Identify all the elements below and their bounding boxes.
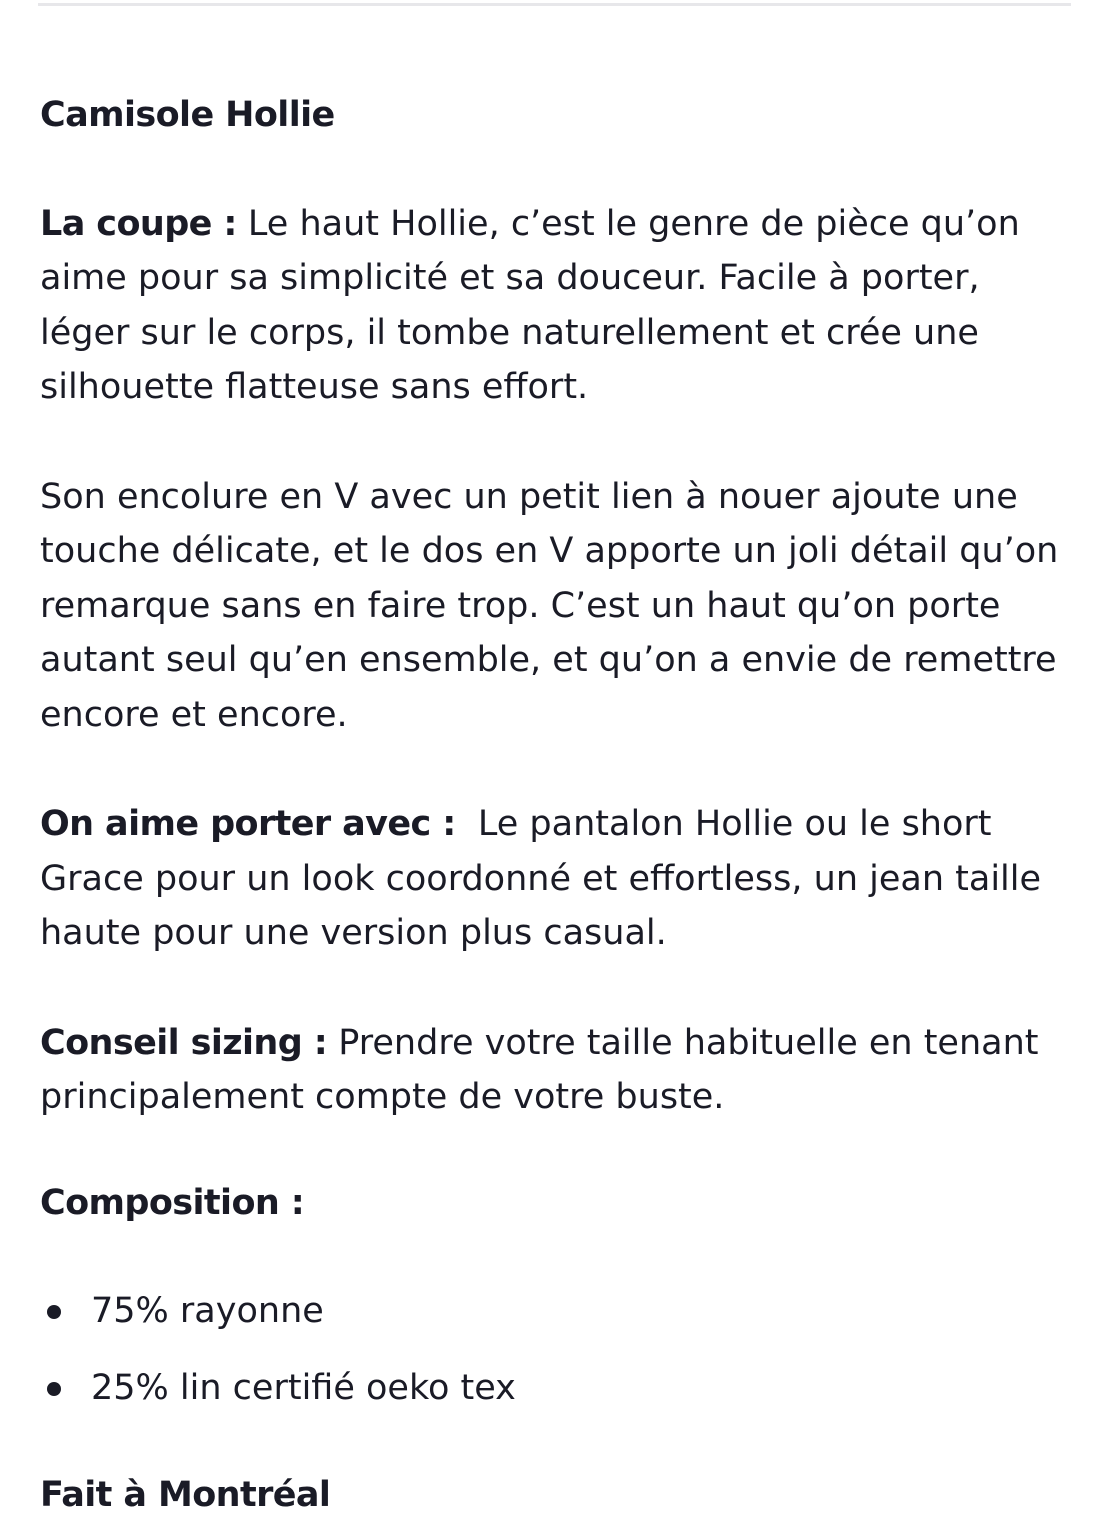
detail-paragraph: Son encolure en V avec un petit lien à nouer ajoute une touche délicate, et le dos en V apporte un joli détail qu’on remarque sans en faire trop. C’est un haut qu’on porte autant seul qu’en ensemble, et qu’on a envie de remettre encore et encore.	[40, 476, 1059, 735]
composition-heading: Composition :	[40, 1182, 305, 1223]
origin-label: Fait à Montréal	[40, 1475, 331, 1515]
list-item: 75% rayonne	[40, 1284, 1080, 1338]
sizing-text: Prendre votre taille habituelle en tenant principalement compte de votre buste.	[40, 1022, 1039, 1117]
list-item: 25% lin certifié oeko tex	[40, 1361, 1080, 1415]
bullet-icon	[47, 1305, 61, 1319]
fit-paragraph	[40, 197, 1080, 415]
pairing-text: Le pantalon Hollie ou le short Grace pour un look coordonné et effortless, un jean taille haute pour une version plus casual.	[40, 804, 1053, 953]
pairing-label: On aime porter avec :	[40, 804, 456, 844]
composition-list	[40, 1284, 1080, 1415]
bullet-icon	[47, 1382, 61, 1396]
sizing-label: Conseil sizing :	[40, 1022, 328, 1063]
sizing-paragraph	[40, 1016, 1080, 1125]
fit-label: La coupe :	[40, 203, 237, 244]
product-title: Camisole Hollie	[40, 95, 335, 135]
top-divider	[38, 3, 1071, 6]
product-description	[40, 88, 1080, 1438]
pairing-paragraph	[40, 797, 1080, 961]
fit-text: Le haut Hollie, c’est le genre de pièce qu’on aime pour sa simplicité et sa douceur. Facile à porter, léger sur le corps, il tombe naturellement et crée une silhouette flatteuse sans effort.	[40, 203, 1020, 407]
